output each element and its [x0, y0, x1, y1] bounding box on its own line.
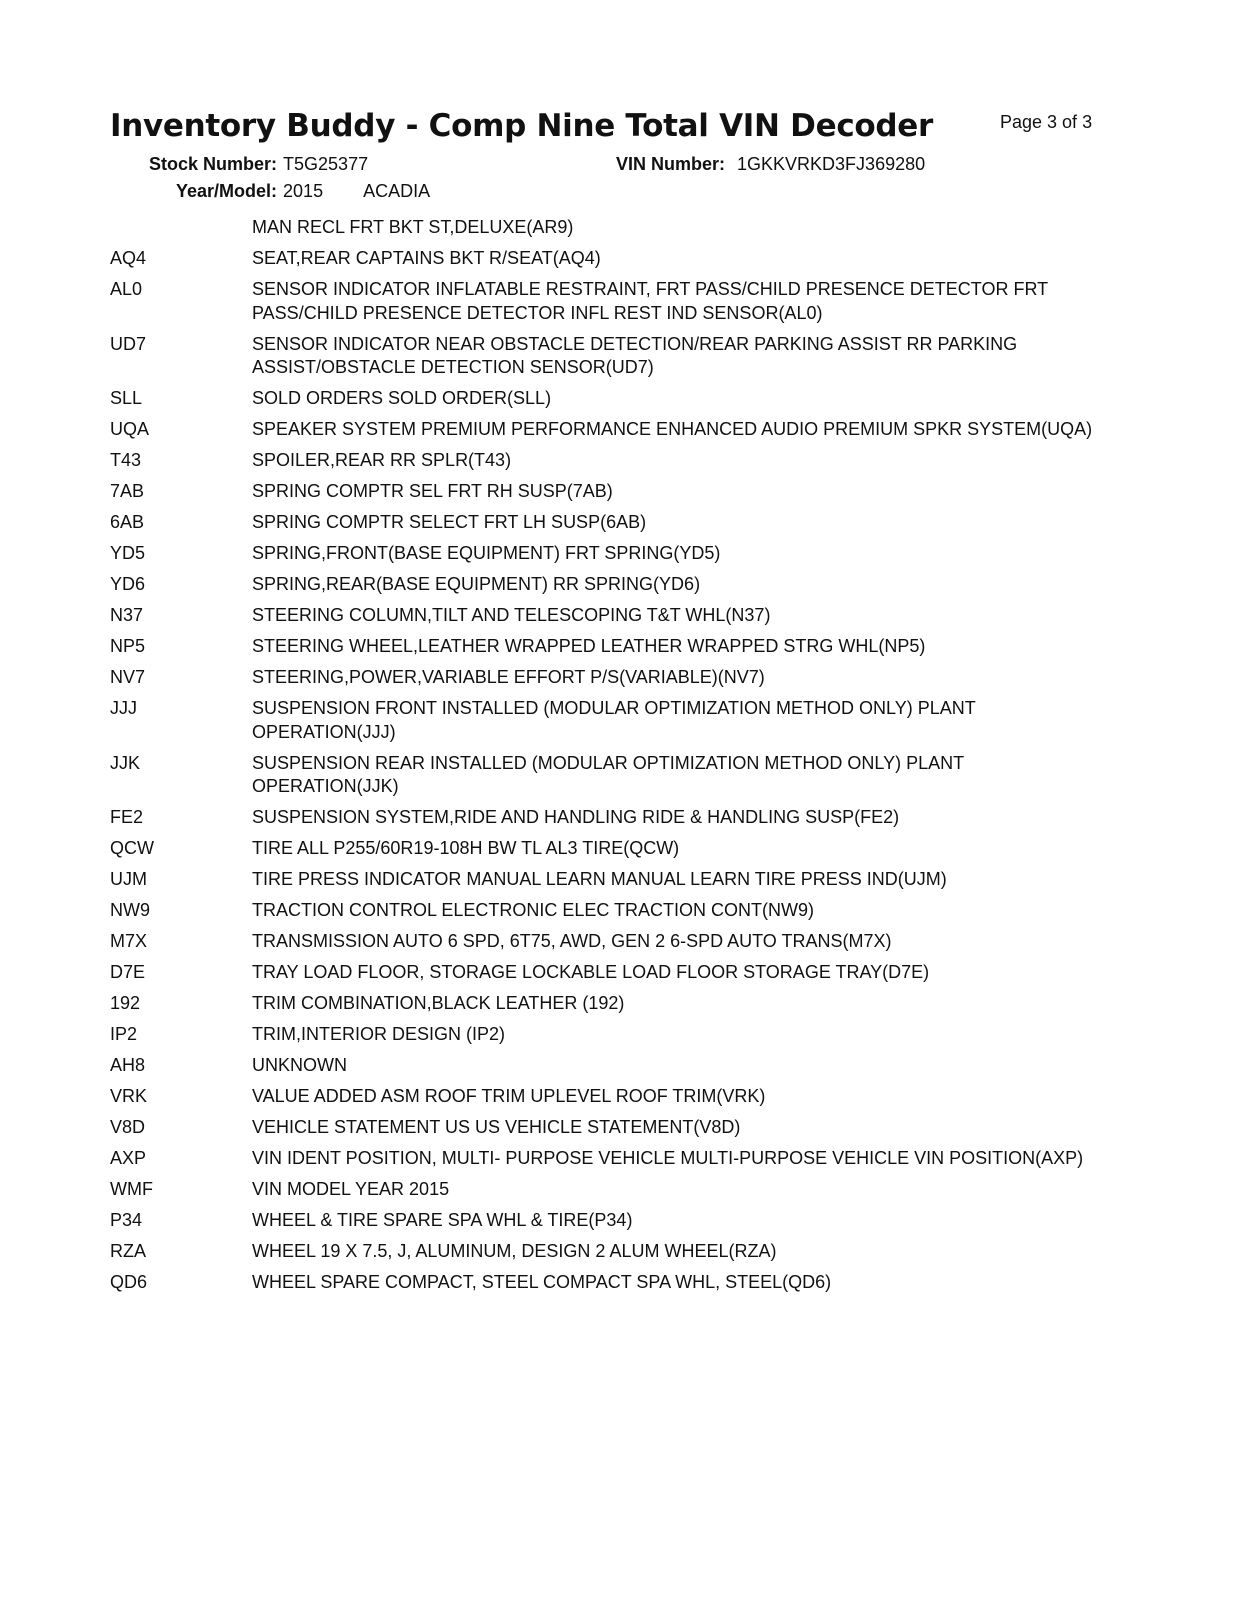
option-code: NV7 [110, 667, 146, 687]
option-code: WMF [110, 1179, 153, 1199]
option-row [110, 1271, 1110, 1295]
option-code: D7E [110, 962, 146, 982]
option-description: VEHICLE STATEMENT US US VEHICLE STATEMENT(V8D) [252, 1117, 741, 1137]
option-row [110, 1085, 1110, 1109]
option-row [110, 868, 1110, 892]
option-description: WHEEL 19 X 7.5, J, ALUMINUM, DESIGN 2 ALUM WHEEL(RZA) [252, 1241, 777, 1261]
option-row [110, 511, 1110, 535]
option-row [110, 697, 1110, 744]
option-description: SUSPENSION SYSTEM,RIDE AND HANDLING RIDE & HANDLING SUSP(FE2) [252, 807, 900, 827]
option-description: MAN RECL FRT BKT ST,DELUXE(AR9) [252, 217, 574, 237]
option-row [110, 1023, 1110, 1047]
vin-number-value: 1GKKVRKD3FJ369280 [737, 154, 926, 174]
stock-number-label: Stock Number: [149, 154, 278, 174]
option-code: UQA [110, 419, 150, 439]
option-row [110, 542, 1110, 566]
option-code [110, 216, 252, 240]
option-description: SPRING,FRONT(BASE EQUIPMENT) FRT SPRING(YD5) [252, 543, 721, 563]
year-value: 2015 [283, 181, 324, 201]
option-description: TIRE PRESS INDICATOR MANUAL LEARN MANUAL LEARN TIRE PRESS IND(UJM) [252, 869, 947, 889]
option-code: AQ4 [110, 248, 147, 268]
option-row [110, 387, 1110, 411]
option-row [110, 604, 1110, 628]
option-code: NP5 [110, 636, 146, 656]
option-row [110, 752, 1110, 799]
option-description: STEERING WHEEL,LEATHER WRAPPED LEATHER WRAPPED STRG WHL(NP5) [252, 636, 926, 656]
option-code: UD7 [110, 333, 147, 354]
option-code: V8D [110, 1117, 146, 1137]
option-description: STEERING COLUMN,TILT AND TELESCOPING T&T WHL(N37) [252, 605, 771, 625]
option-description: TIRE ALL P255/60R19-108H BW TL AL3 TIRE(QCW) [252, 838, 680, 858]
option-row [110, 278, 1110, 325]
option-description: TRIM COMBINATION,BLACK LEATHER (192) [252, 993, 625, 1013]
option-code: AXP [110, 1148, 147, 1168]
page-number: Page 3 of 3 [1000, 112, 1093, 132]
option-code: SLL [110, 388, 143, 408]
option-description: TRIM,INTERIOR DESIGN (IP2) [252, 1024, 506, 1044]
option-row [110, 1209, 1110, 1233]
option-description: SENSOR INDICATOR INFLATABLE RESTRAINT, FRT PASS/CHILD PRESENCE DETECTOR FRT PASS/CHILD PRESENCE DETECTOR INFL REST IND SENSOR(AL0) [252, 279, 1048, 323]
option-row [110, 1147, 1110, 1171]
stock-number-row [149, 154, 368, 175]
option-row [110, 573, 1110, 597]
option-description: VALUE ADDED ASM ROOF TRIM UPLEVEL ROOF TRIM(VRK) [252, 1086, 766, 1106]
option-code: QD6 [110, 1272, 148, 1292]
option-code: IP2 [110, 1024, 138, 1044]
option-code: AH8 [110, 1055, 146, 1075]
option-description: SENSOR INDICATOR NEAR OBSTACLE DETECTION/REAR PARKING ASSIST RR PARKING ASSIST/OBSTACLE DETECTION SENSOR(UD7) [252, 333, 1018, 377]
stock-number-value: T5G25377 [283, 154, 369, 174]
option-description: SPRING COMPTR SELECT FRT LH SUSP(6AB) [252, 512, 647, 532]
option-code: 7AB [110, 481, 145, 501]
option-description: SPRING COMPTR SEL FRT RH SUSP(7AB) [252, 481, 613, 501]
option-row [110, 666, 1110, 690]
option-row [110, 449, 1110, 473]
option-description: WHEEL & TIRE SPARE SPA WHL & TIRE(P34) [252, 1210, 633, 1230]
option-description: VIN MODEL YEAR 2015 [252, 1179, 450, 1199]
option-description: UNKNOWN [252, 1055, 347, 1075]
option-description: TRANSMISSION AUTO 6 SPD, 6T75, AWD, GEN 2 6-SPD AUTO TRANS(M7X) [252, 931, 892, 951]
option-description: SPOILER,REAR RR SPLR(T43) [252, 450, 512, 470]
model-value: ACADIA [363, 181, 431, 201]
option-description: TRACTION CONTROL ELECTRONIC ELEC TRACTION CONT(NW9) [252, 900, 815, 920]
option-row [110, 247, 1110, 271]
option-description: TRAY LOAD FLOOR, STORAGE LOCKABLE LOAD FLOOR STORAGE TRAY(D7E) [252, 962, 930, 982]
option-code: JJK [110, 752, 141, 773]
vin-number-label: VIN Number: [616, 154, 726, 174]
option-description: SPRING,REAR(BASE EQUIPMENT) RR SPRING(YD6) [252, 574, 701, 594]
option-row [110, 480, 1110, 504]
option-description: SPEAKER SYSTEM PREMIUM PERFORMANCE ENHANCED AUDIO PREMIUM SPKR SYSTEM(UQA) [252, 419, 1093, 439]
option-row [110, 930, 1110, 954]
option-code: 6AB [110, 512, 145, 532]
option-row [110, 961, 1110, 985]
option-code: QCW [110, 838, 154, 858]
option-row [110, 992, 1110, 1016]
page-title: Inventory Buddy - Comp Nine Total VIN Decoder [110, 108, 934, 144]
option-description: VIN IDENT POSITION, MULTI- PURPOSE VEHICLE MULTI-PURPOSE VEHICLE VIN POSITION(AXP) [252, 1148, 1084, 1168]
option-code: YD6 [110, 574, 146, 594]
option-description: SEAT,REAR CAPTAINS BKT R/SEAT(AQ4) [252, 248, 601, 268]
option-code: M7X [110, 931, 148, 951]
option-description: SUSPENSION FRONT INSTALLED (MODULAR OPTIMIZATION METHOD ONLY) PLANT OPERATION(JJJ) [252, 698, 976, 742]
option-code: NW9 [110, 900, 150, 920]
option-code: T43 [110, 450, 142, 470]
option-code: N37 [110, 605, 144, 625]
year-model-row [176, 181, 430, 202]
option-row [110, 1178, 1110, 1202]
option-code: P34 [110, 1210, 143, 1230]
option-code-list [110, 216, 1110, 1302]
year-model-label: Year/Model: [176, 181, 278, 201]
option-row [110, 806, 1110, 830]
option-row [110, 333, 1110, 380]
option-code: RZA [110, 1241, 146, 1261]
option-row [110, 1116, 1110, 1140]
option-description: SOLD ORDERS SOLD ORDER(SLL) [252, 388, 552, 408]
vin-number-row [616, 154, 925, 175]
option-code: YD5 [110, 543, 146, 563]
option-row [110, 899, 1110, 923]
option-row [110, 418, 1110, 442]
option-description: WHEEL SPARE COMPACT, STEEL COMPACT SPA WHL, STEEL(QD6) [252, 1272, 832, 1292]
option-description: SUSPENSION REAR INSTALLED (MODULAR OPTIMIZATION METHOD ONLY) PLANT OPERATION(JJK) [252, 752, 964, 796]
option-code: AL0 [110, 279, 143, 299]
option-row [110, 837, 1110, 861]
option-description: STEERING,POWER,VARIABLE EFFORT P/S(VARIABLE)(NV7) [252, 667, 765, 687]
option-row [110, 216, 1110, 240]
option-row [110, 635, 1110, 659]
option-code: VRK [110, 1086, 148, 1106]
option-code: JJJ [110, 698, 137, 718]
option-row [110, 1054, 1110, 1078]
option-code: 192 [110, 993, 141, 1013]
option-row [110, 1240, 1110, 1264]
option-code: UJM [110, 869, 147, 889]
option-code: FE2 [110, 807, 144, 827]
